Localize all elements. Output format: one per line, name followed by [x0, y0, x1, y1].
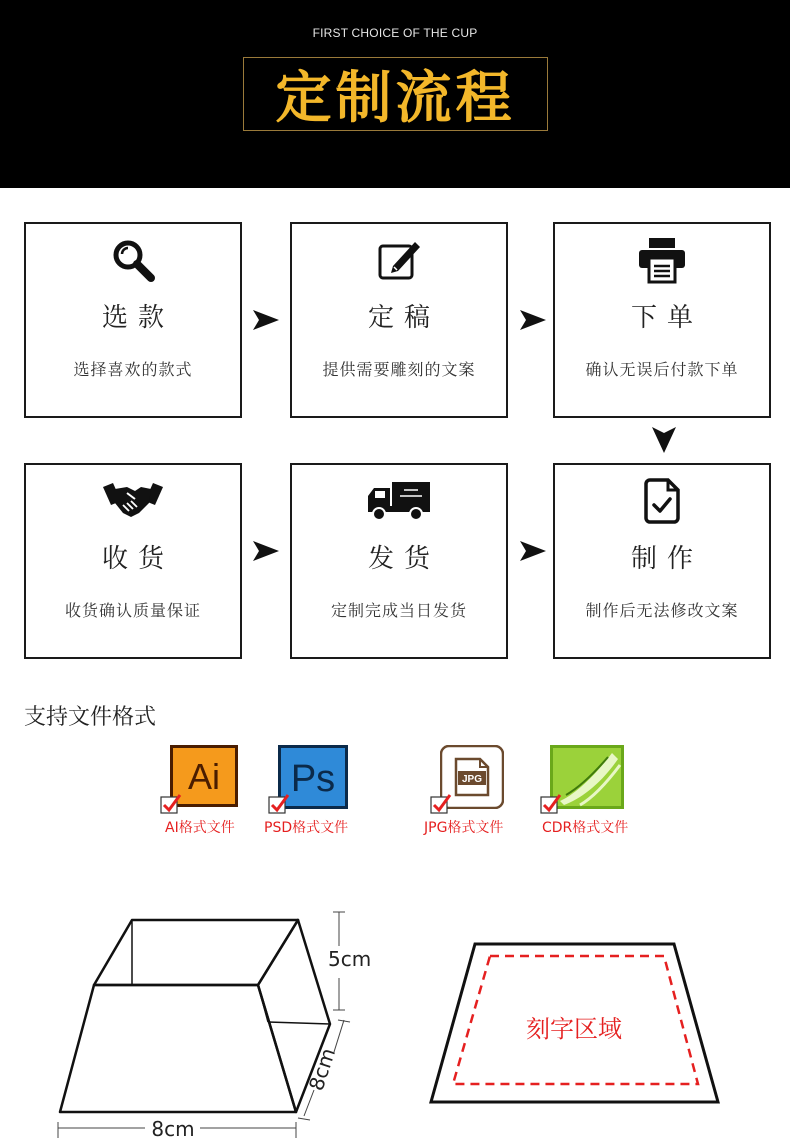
step-title: 定稿 — [367, 303, 440, 333]
printer-icon — [555, 234, 769, 286]
checkbox-checked-icon — [540, 793, 562, 815]
document-check-icon — [555, 475, 769, 527]
header-banner — [0, 0, 790, 188]
step-title: 下单 — [630, 303, 703, 333]
checkbox-checked-icon — [160, 793, 182, 815]
step-card-ship — [290, 463, 508, 659]
format-label: JPG格式文件 — [424, 820, 504, 836]
step-card-select — [24, 222, 242, 418]
arrow-right-icon — [253, 541, 279, 561]
depth-label: 8cm — [303, 1045, 341, 1094]
arrow-down-icon — [652, 427, 676, 453]
step-description: 确认无误后付款下单 — [585, 360, 739, 379]
width-label: 8cm — [151, 1117, 195, 1141]
arrow-right-icon — [520, 310, 546, 330]
formats-heading: 支持文件格式 — [24, 705, 157, 730]
title-frame — [243, 57, 548, 131]
step-description: 选择喜欢的款式 — [73, 360, 193, 379]
step-title: 选款 — [101, 303, 174, 333]
truck-icon — [292, 475, 506, 527]
engraving-area-label: 刻字区域 — [526, 1015, 622, 1043]
step-card-finalize — [290, 222, 508, 418]
step-card-produce — [553, 463, 771, 659]
handshake-icon — [26, 475, 240, 527]
arrow-right-icon — [520, 541, 546, 561]
checkbox-checked-icon — [430, 793, 452, 815]
box-outline — [60, 920, 330, 1112]
dimension-diagram — [0, 880, 790, 1144]
arrow-right-icon — [253, 310, 279, 330]
format-label: CDR格式文件 — [542, 820, 629, 836]
step-card-receive — [24, 463, 242, 659]
step-title: 发货 — [367, 544, 440, 574]
edit-icon — [292, 234, 506, 286]
step-description: 制作后无法修改文案 — [585, 601, 739, 620]
step-title: 收货 — [101, 544, 174, 574]
header-subtitle: FIRST CHOICE OF THE CUP — [312, 26, 478, 40]
step-description: 提供需要雕刻的文案 — [322, 360, 476, 379]
search-icon — [26, 234, 240, 286]
height-label: 5cm — [328, 947, 372, 971]
format-label: PSD格式文件 — [264, 820, 349, 836]
step-title: 制作 — [630, 544, 703, 574]
step-card-order — [553, 222, 771, 418]
page-title: 定制流程 — [275, 66, 516, 131]
ps-tile-text: Ps — [290, 758, 336, 800]
checkbox-checked-icon — [268, 793, 290, 815]
jpg-tile-text: JPG — [461, 774, 483, 785]
step-description: 收货确认质量保证 — [64, 601, 201, 620]
ai-tile-text: Ai — [187, 756, 221, 797]
step-description: 定制完成当日发货 — [330, 601, 467, 620]
format-label: AI格式文件 — [165, 820, 235, 836]
